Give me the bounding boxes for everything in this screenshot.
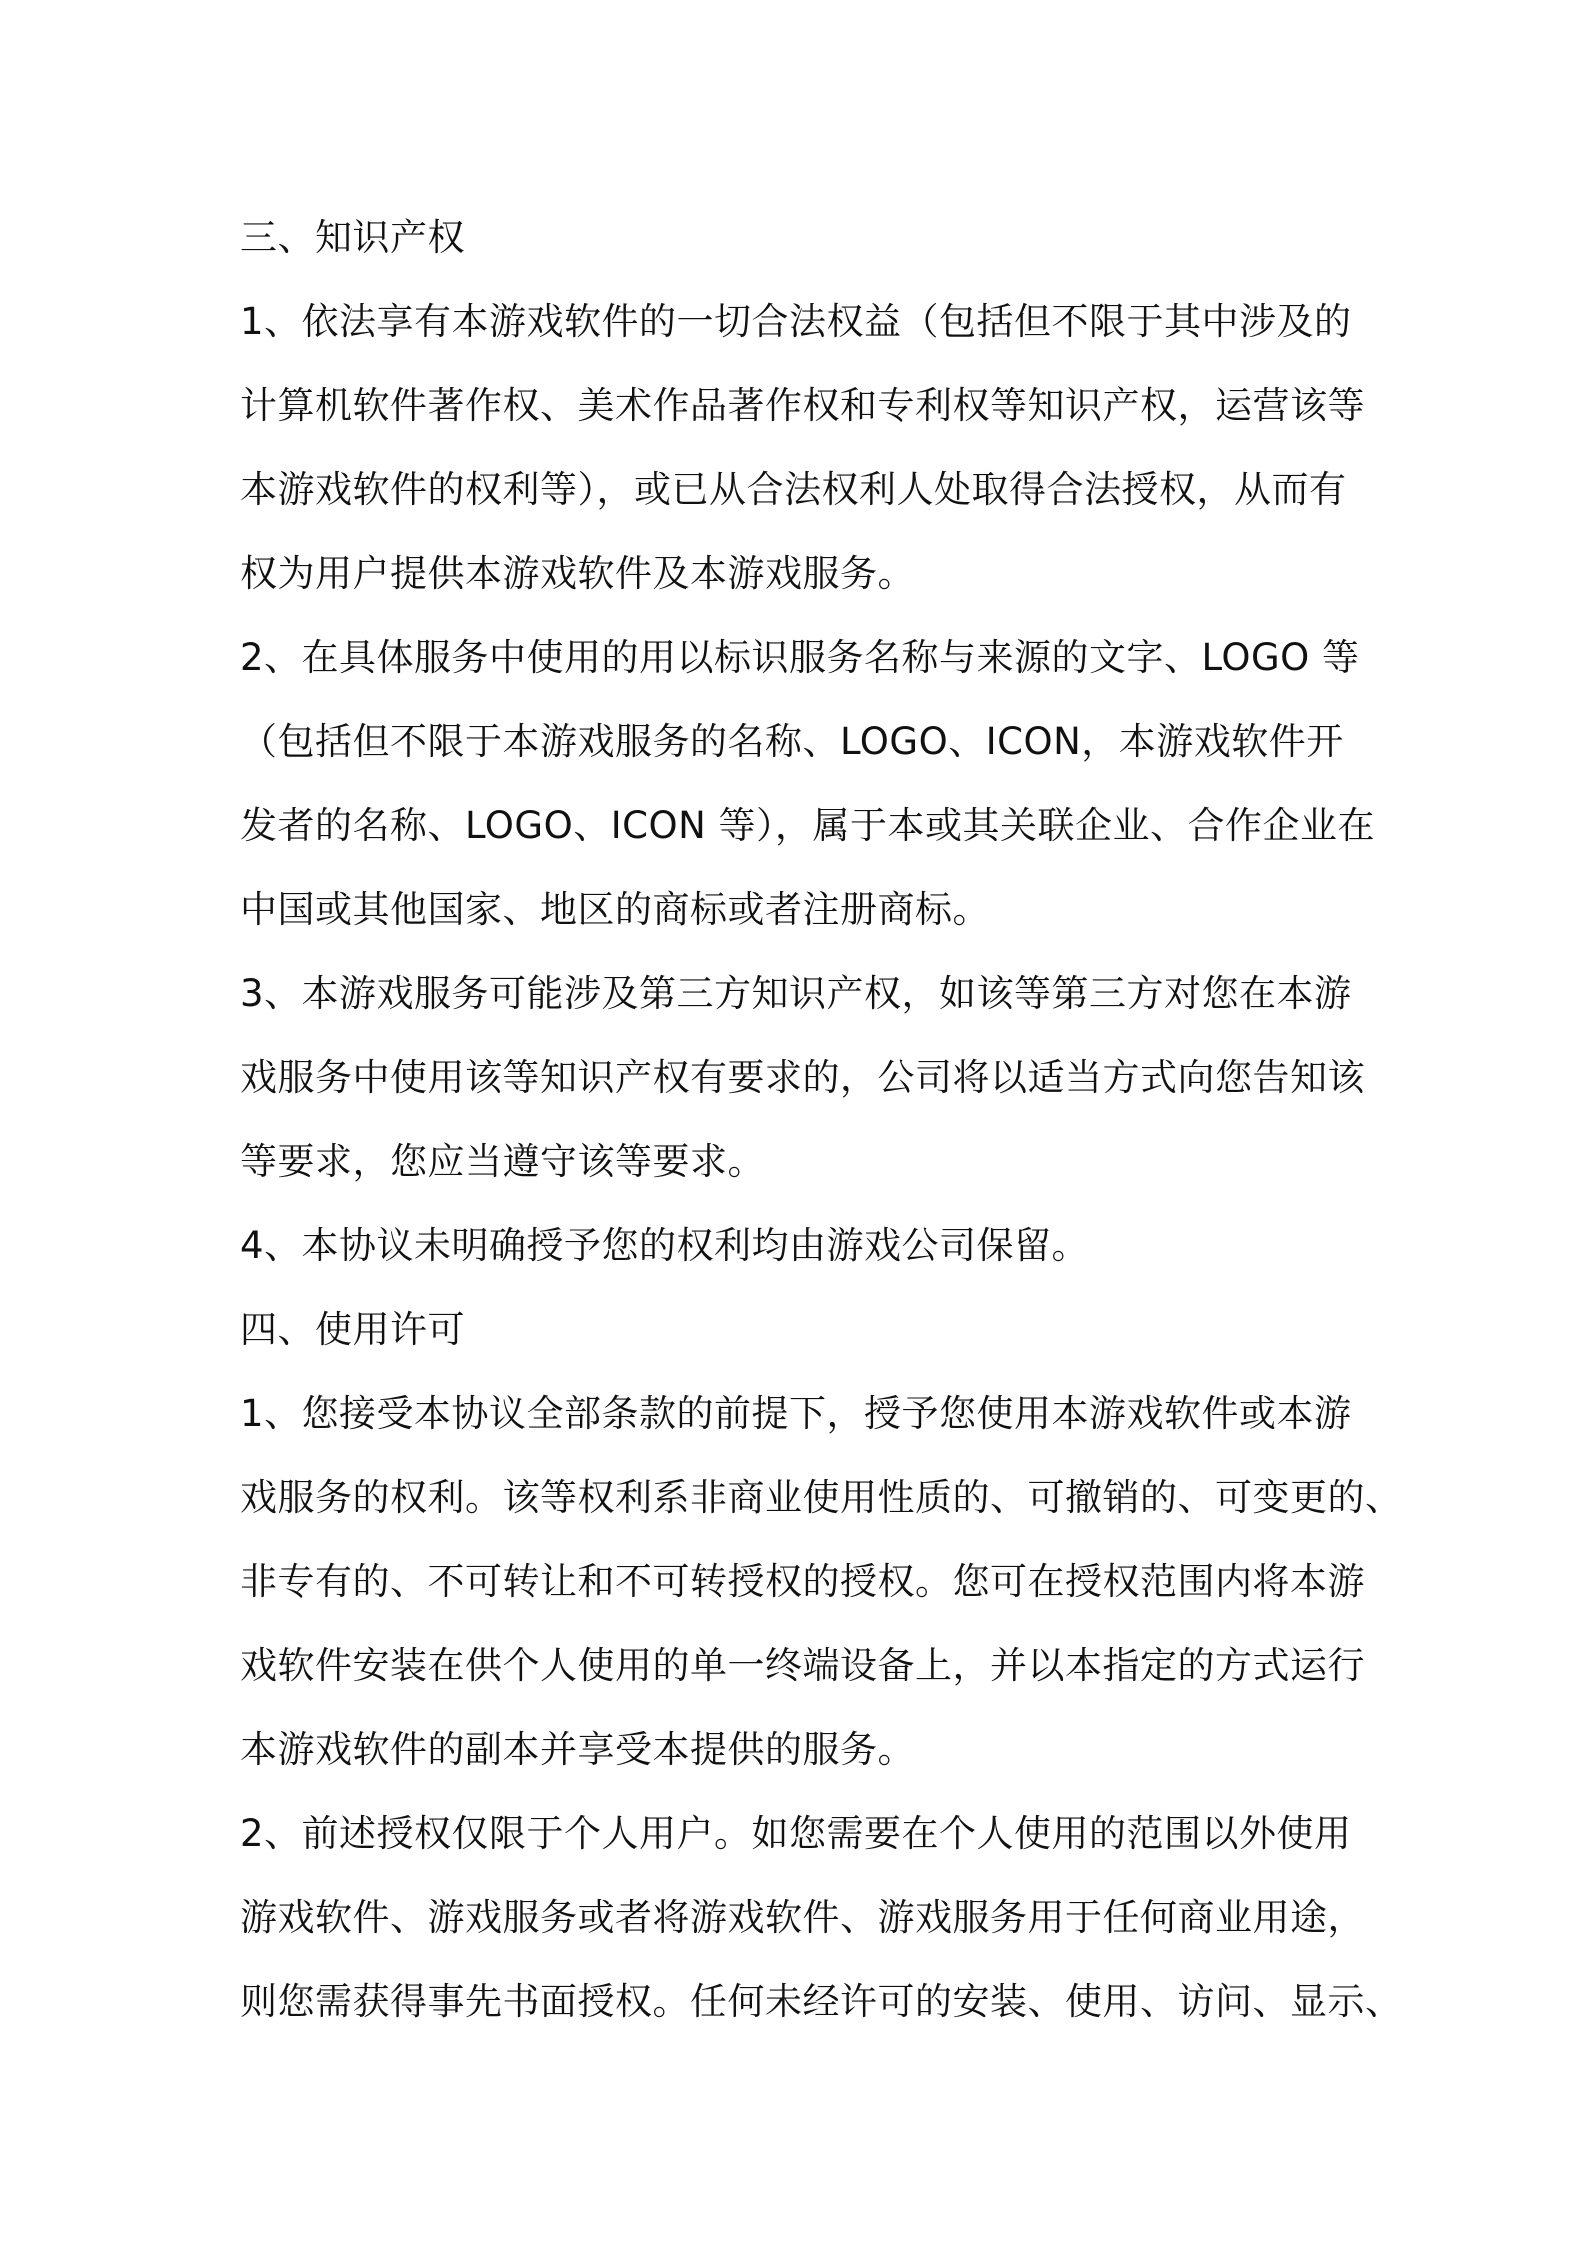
section-4-item-2 <box>240 1792 1403 2044</box>
document-page <box>240 196 1403 2044</box>
paragraph-line: 戏服务的权利。该等权利系非商业使用性质的、可撤销的、可变更的、 <box>240 1476 1403 1519</box>
section-3-item-1 <box>240 280 1365 616</box>
section-4-item-1 <box>240 1372 1403 1792</box>
paragraph-line: 发者的名称、LOGO、ICON 等），属于本或其关联企业、合作企业在 <box>240 804 1376 847</box>
paragraph-line: 戏软件安装在供个人使用的单一终端设备上，并以本指定的方式运行 <box>240 1644 1365 1687</box>
paragraph-line: 本游戏软件的副本并享受本提供的服务。 <box>240 1728 915 1771</box>
section-3-item-4 <box>240 1204 1355 1288</box>
section-3-item-3 <box>240 952 1365 1204</box>
paragraph-line: 3、本游戏服务可能涉及第三方知识产权，如该等第三方对您在本游 <box>240 972 1352 1015</box>
paragraph-line: 权为用户提供本游戏软件及本游戏服务。 <box>240 552 915 595</box>
paragraph-line: 中国或其他国家、地区的商标或者注册商标。 <box>240 888 990 931</box>
paragraph-line: 则您需获得事先书面授权。任何未经许可的安装、使用、访问、显示、 <box>240 1980 1403 2023</box>
section-4-title: 四、使用许可 <box>240 1308 465 1351</box>
section-3-item-2 <box>240 616 1376 952</box>
paragraph-line: 1、您接受本协议全部条款的前提下，授予您使用本游戏软件或本游 <box>240 1392 1352 1435</box>
paragraph-line: 计算机软件著作权、美术作品著作权和专利权等知识产权，运营该等 <box>240 384 1365 427</box>
paragraph-line: 1、依法享有本游戏软件的一切合法权益（包括但不限于其中涉及的 <box>240 300 1352 343</box>
paragraph-line: （包括但不限于本游戏服务的名称、LOGO、ICON，本游戏软件开 <box>240 720 1344 763</box>
paragraph-line: 本游戏软件的权利等），或已从合法权利人处取得合法授权，从而有 <box>240 468 1347 511</box>
section-3-title: 三、知识产权 <box>240 216 465 259</box>
paragraph-line: 等要求，您应当遵守该等要求。 <box>240 1140 765 1183</box>
paragraph-line: 4、本协议未明确授予您的权利均由游戏公司保留。 <box>240 1224 1090 1267</box>
paragraph-line: 2、前述授权仅限于个人用户。如您需要在个人使用的范围以外使用 <box>240 1812 1352 1855</box>
paragraph-line: 游戏软件、游戏服务或者将游戏软件、游戏服务用于任何商业用途， <box>240 1896 1365 1939</box>
paragraph-line: 非专有的、不可转让和不可转授权的授权。您可在授权范围内将本游 <box>240 1560 1365 1603</box>
paragraph-line: 2、在具体服务中使用的用以标识服务名称与来源的文字、LOGO 等 <box>240 636 1360 679</box>
paragraph-line: 戏服务中使用该等知识产权有要求的，公司将以适当方式向您告知该 <box>240 1056 1365 1099</box>
